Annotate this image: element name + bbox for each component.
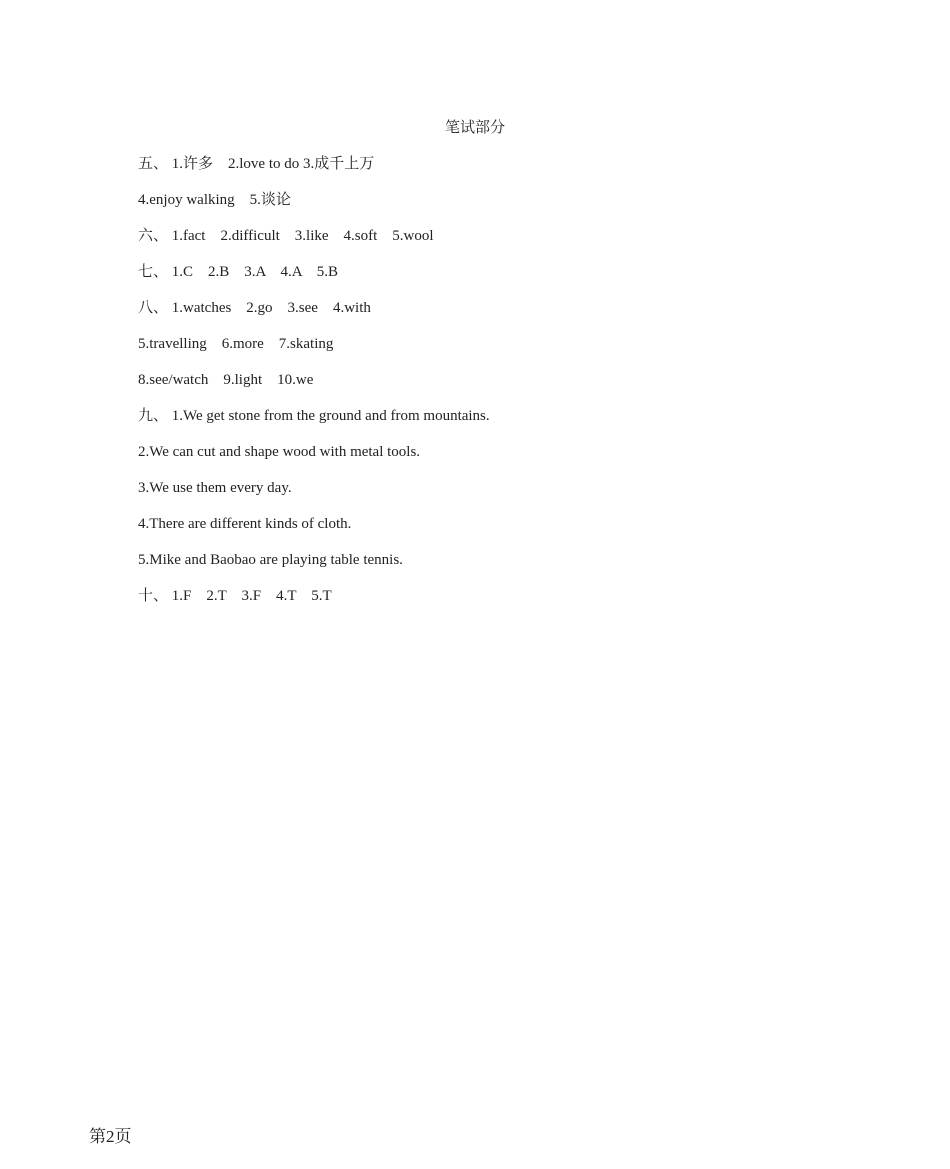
answer-line-section-9-item5: 5.Mike and Baobao are playing table tennis.	[138, 552, 403, 568]
answer-line-section-9-item2: 2.We can cut and shape wood with metal tools.	[138, 444, 421, 460]
page-title: 笔试部分	[444, 120, 505, 136]
answer-line-section-8-part1: 八、 1.watches 2.go 3.see 4.with	[138, 300, 371, 316]
answer-line-section-7: 七、 1.C 2.B 3.A 4.A 5.B	[138, 264, 339, 280]
answer-line-section-9-item1: 九、 1.We get stone from the ground and from mountains.	[138, 408, 490, 424]
answer-line-section-9-item4: 4.There are different kinds of cloth.	[138, 516, 352, 532]
answer-line-section-5-part1: 五、 1.许多 2.love to do 3.成千上万	[138, 156, 375, 172]
answer-line-section-8-part3: 8.see/watch 9.light 10.we	[138, 372, 314, 388]
answer-line-section-10: 十、 1.F 2.T 3.F 4.T 5.T	[138, 588, 332, 604]
answer-line-section-8-part2: 5.travelling 6.more 7.skating	[138, 336, 334, 352]
answer-line-section-5-part2: 4.enjoy walking 5.谈论	[138, 192, 291, 208]
answer-line-section-9-item3: 3.We use them every day.	[138, 480, 292, 496]
answer-list	[138, 154, 838, 622]
page-number: 第2页	[89, 1127, 132, 1146]
answer-line-section-6: 六、 1.fact 2.difficult 3.like 4.soft 5.wool	[138, 228, 434, 244]
